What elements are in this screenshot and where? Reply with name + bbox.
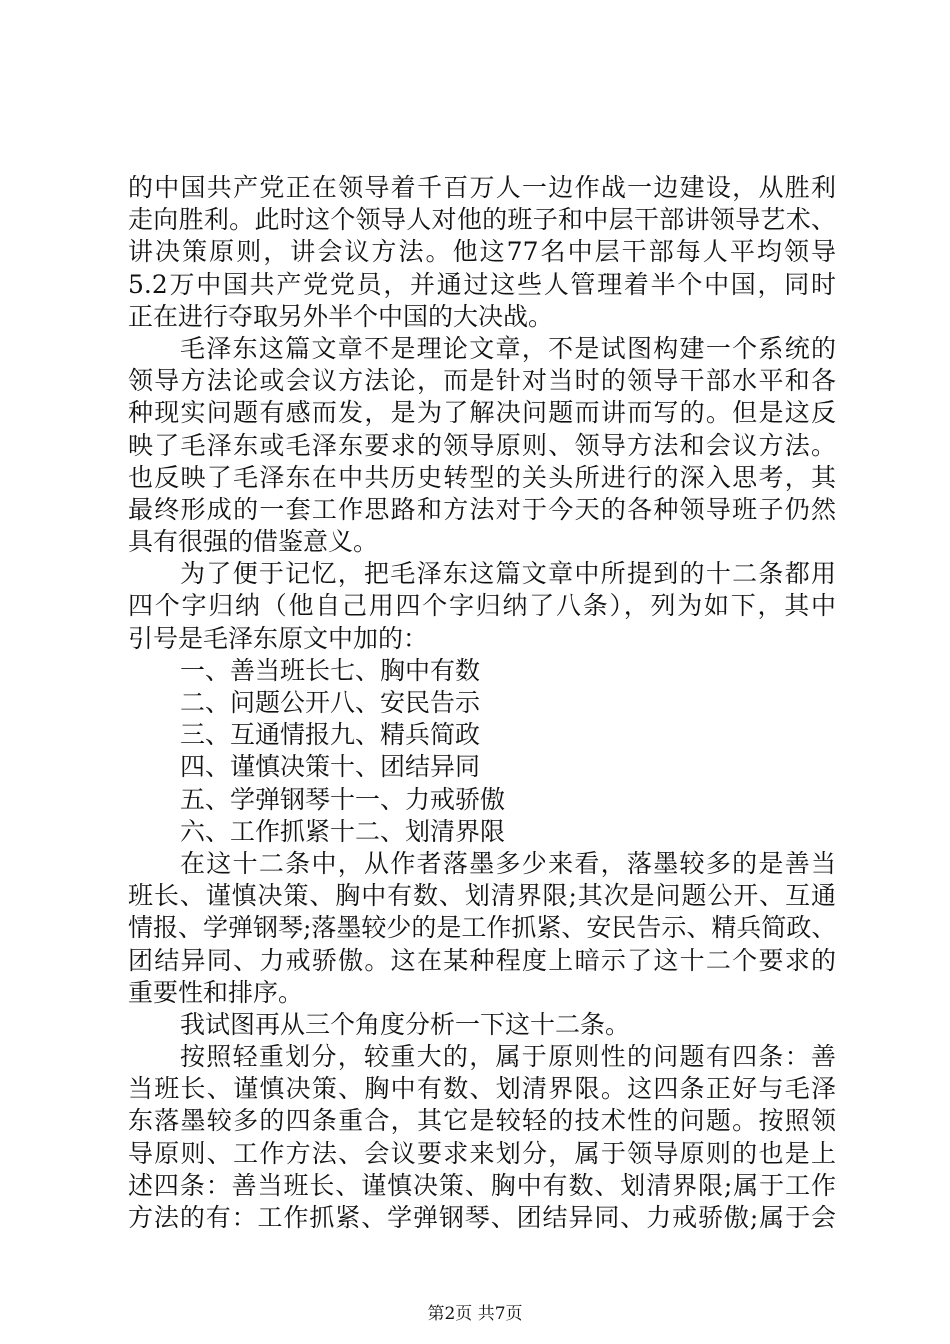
page-number: 第2页 共7页 — [427, 1304, 523, 1324]
text-line: 团结异同、力戒骄傲。这在某种程度上暗示了这十二个要求的 — [128, 945, 836, 975]
text-line: 的中国共产党正在领导着千百万人一边作战一边建设，从胜利 — [128, 173, 836, 202]
text-line: 在这十二条中，从作者落墨多少来看，落墨较多的是善当 — [180, 848, 836, 878]
text-line: 映了毛泽东或毛泽东要求的领导原则、领导方法和会议方法。 — [128, 430, 836, 460]
text-line: 导原则、工作方法、会议要求来划分，属于领导原则的也是上 — [128, 1138, 836, 1168]
text-line: 班长、谨慎决策、胸中有数、划清界限;其次是问题公开、互通 — [128, 881, 836, 911]
text-line: 种现实问题有感而发，是为了解决问题而讲而写的。但是这反 — [128, 398, 836, 428]
text-line: 具有很强的借鉴意义。 — [128, 527, 379, 557]
text-line: 也反映了毛泽东在中共历史转型的关头所进行的深入思考，其 — [128, 462, 836, 492]
text-line: 方法的有：工作抓紧、学弹钢琴、团结异同、力戒骄傲;属于会 — [128, 1203, 836, 1232]
text-line: 讲决策原则，讲会议方法。他这77名中层干部每人平均领导 — [128, 237, 836, 267]
list-item: 五、学弹钢琴十一、力戒骄傲 — [180, 784, 506, 814]
text-line: 我试图再从三个角度分析一下这十二条。 — [180, 1009, 631, 1039]
text-line: 引号是毛泽东原文中加的： — [128, 623, 429, 653]
list-item: 三、互通情报九、精兵简政 — [180, 720, 481, 750]
text-line: 走向胜利。此时这个领导人对他的班子和中层干部讲领导艺术、 — [128, 205, 836, 235]
text-line: 最终形成的一套工作思路和方法对于今天的各种领导班子仍然 — [128, 494, 836, 524]
text-line: 述四条：善当班长、谨慎决策、胸中有数、划清界限;属于工作 — [128, 1170, 836, 1200]
text-line: 为了便于记忆，把毛泽东这篇文章中所提到的十二条都用 — [180, 559, 836, 589]
document-body — [128, 172, 836, 1234]
text-line: 按照轻重划分，较重大的，属于原则性的问题有四条：善 — [180, 1042, 836, 1072]
text-line: 东落墨较多的四条重合，其它是较轻的技术性的问题。按照领 — [128, 1106, 836, 1136]
text-line: 领导方法论或会议方法论，而是针对当时的领导干部水平和各 — [128, 366, 836, 396]
text-line: 四个字归纳（他自己用四个字归纳了八条），列为如下，其中 — [128, 591, 836, 621]
text-line: 情报、学弹钢琴;落墨较少的是工作抓紧、安民告示、精兵简政、 — [128, 913, 837, 943]
text-line: 正在进行夺取另外半个中国的大决战。 — [128, 301, 554, 331]
list-item: 二、问题公开八、安民告示 — [180, 688, 481, 717]
text-line: 当班长、谨慎决策、胸中有数、划清界限。这四条正好与毛泽 — [128, 1074, 836, 1104]
list-item: 一、善当班长七、胸中有数 — [180, 655, 481, 685]
text-line: 5.2万中国共产党党员，并通过这些人管理着半个中国，同时 — [128, 269, 836, 299]
text-line: 毛泽东这篇文章不是理论文章，不是试图构建一个系统的 — [180, 333, 836, 363]
list-item: 四、谨慎决策十、团结异同 — [180, 752, 481, 782]
text-line: 重要性和排序。 — [128, 977, 304, 1007]
list-item: 六、工作抓紧十二、划清界限 — [180, 816, 506, 846]
